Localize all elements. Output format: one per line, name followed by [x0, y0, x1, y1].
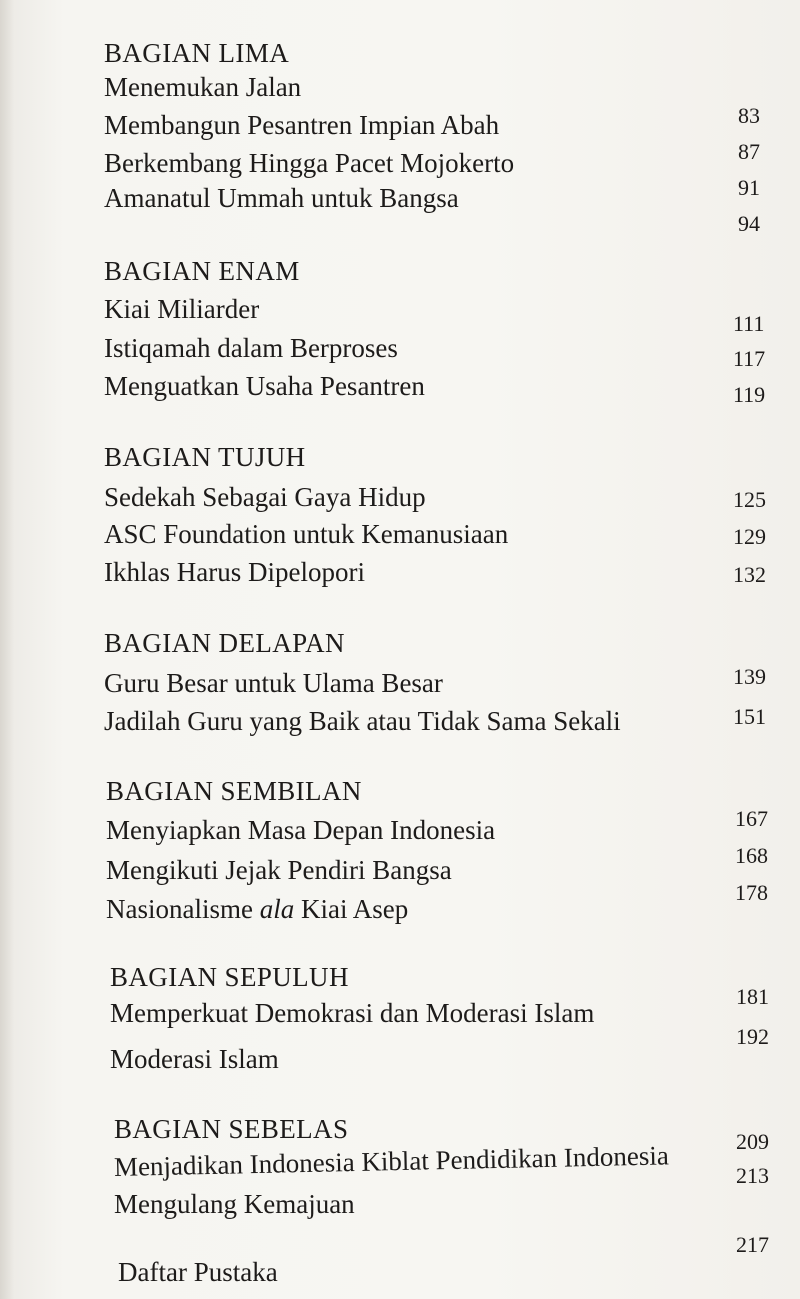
toc-entry-title[interactable]: Moderasi Islam — [110, 1044, 279, 1074]
toc-entry-title-part: Kiai Asep — [294, 894, 409, 924]
toc-entry-title[interactable]: Guru Besar untuk Ulama Besar — [104, 668, 443, 698]
toc-entry-title[interactable]: Istiqamah dalam Berproses — [104, 333, 398, 363]
toc-page-number: 168 — [735, 843, 768, 868]
toc-page-number: 132 — [733, 562, 766, 587]
section-heading: BAGIAN TUJUH — [104, 442, 306, 472]
toc-page-number: 117 — [733, 346, 766, 371]
toc-entry-title[interactable]: Sedekah Sebagai Gaya Hidup — [104, 482, 426, 512]
toc-page-number: 181 — [736, 984, 769, 1009]
section-heading: BAGIAN SEPULUH — [110, 962, 349, 992]
toc-page-number: 178 — [735, 880, 768, 905]
toc-page-number: 129 — [733, 524, 766, 549]
toc-entry-title[interactable] — [106, 892, 408, 926]
toc-page-number: 151 — [733, 704, 766, 729]
toc-page-number: 213 — [736, 1163, 769, 1188]
toc-entry-title[interactable]: Menyiapkan Masa Depan Indonesia — [106, 815, 496, 845]
toc-page-number: 83 — [738, 103, 760, 128]
toc-entry-title[interactable]: Mengulang Kemajuan — [114, 1189, 355, 1219]
toc-page-number: 167 — [735, 806, 768, 831]
section-heading: BAGIAN ENAM — [104, 256, 300, 286]
toc-page-number: 139 — [733, 664, 766, 689]
toc-entry-title[interactable]: Menemukan Jalan — [104, 72, 302, 102]
toc-page-number: 111 — [733, 311, 765, 336]
toc-entry-title-italic: ala — [259, 894, 295, 924]
toc-page-number: 209 — [736, 1129, 769, 1154]
toc-entry-title[interactable]: Memperkuat Demokrasi dan Moderasi Islam — [110, 998, 595, 1028]
toc-entry-title-part: Nasionalisme — [106, 894, 260, 924]
toc-page-number: 119 — [733, 382, 766, 407]
toc-page-number: 87 — [738, 139, 760, 164]
toc-entry-title[interactable]: Membangun Pesantren Impian Abah — [104, 110, 500, 140]
section-heading: BAGIAN SEBELAS — [114, 1114, 349, 1144]
toc-entry-title[interactable]: Menjadikan Indonesia Kiblat Pendidikan Indonesia — [113, 1140, 670, 1182]
toc-entry-title[interactable]: ASC Foundation untuk Kemanusiaan — [104, 519, 509, 549]
toc-page-number: 91 — [738, 175, 760, 200]
toc-page-number: 217 — [736, 1232, 769, 1257]
page-gutter-shadow — [0, 0, 14, 1299]
toc-entry-title[interactable]: Menguatkan Usaha Pesantren — [104, 371, 425, 401]
toc-entry-title[interactable]: Daftar Pustaka — [118, 1257, 278, 1287]
toc-page-number: 192 — [736, 1024, 769, 1049]
toc-page-number: 94 — [738, 211, 760, 236]
section-heading: BAGIAN LIMA — [104, 38, 290, 68]
section-heading: BAGIAN DELAPAN — [104, 628, 345, 658]
toc-entry-title[interactable]: Ikhlas Harus Dipelopori — [104, 557, 365, 587]
toc-entry-title[interactable]: Mengikuti Jejak Pendiri Bangsa — [106, 855, 452, 885]
toc-entry-title[interactable]: Amanatul Ummah untuk Bangsa — [104, 183, 459, 213]
toc-entry-title[interactable]: Berkembang Hingga Pacet Mojokerto — [104, 148, 515, 178]
toc-entry-title[interactable]: Kiai Miliarder — [104, 294, 260, 324]
toc-page-number: 125 — [733, 487, 766, 512]
section-heading: BAGIAN SEMBILAN — [106, 776, 362, 806]
toc-entry-title[interactable]: Jadilah Guru yang Baik atau Tidak Sama Sekali — [104, 706, 621, 736]
